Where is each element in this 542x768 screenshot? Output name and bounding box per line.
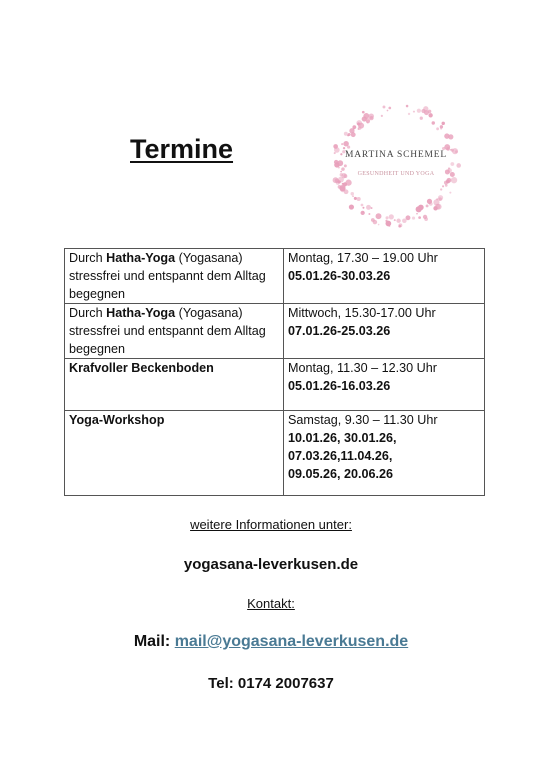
logo-dot — [398, 225, 401, 228]
logo-dot — [378, 224, 380, 226]
logo-dot — [345, 180, 351, 186]
logo-dot — [337, 160, 343, 166]
logo-dot — [450, 162, 454, 166]
logo-dot — [362, 207, 364, 209]
logo-dot — [456, 163, 461, 168]
contact-label: Kontakt: — [247, 596, 295, 611]
logo-dot — [342, 183, 344, 185]
logo-dot — [381, 115, 383, 117]
course-dates-line: 09.05.26, 20.06.26 — [288, 467, 394, 481]
course-name: Yoga-Workshop — [69, 413, 165, 427]
logo-dot — [344, 164, 347, 167]
logo-dot — [427, 199, 432, 204]
logo-dot — [417, 109, 421, 113]
course-cell — [65, 411, 284, 496]
logo-dot — [440, 188, 442, 190]
logo-dot — [351, 132, 356, 137]
logo-dot — [433, 206, 437, 210]
course-dates-line: 10.01.26, 30.01.26, — [288, 431, 397, 445]
course-cell — [65, 304, 284, 359]
logo-dot — [361, 204, 364, 207]
logo-dot — [444, 133, 449, 138]
course-time: Montag, 11.30 – 12.30 Uhr — [288, 361, 437, 375]
page-title: Termine — [130, 134, 234, 164]
schedule-table — [64, 248, 485, 496]
time-cell — [284, 249, 485, 304]
logo-dot — [406, 105, 409, 108]
logo-dot — [440, 125, 443, 128]
mail-line — [0, 633, 542, 651]
phone-text: Tel: 0174 2007637 — [208, 675, 334, 692]
logo-dot — [352, 195, 354, 197]
time-cell — [284, 304, 485, 359]
info-label: weitere Informationen unter: — [190, 517, 352, 532]
logo-dot — [402, 218, 407, 223]
logo-dot — [418, 216, 421, 219]
course-name: Hatha-Yoga — [106, 306, 176, 320]
logo-dot — [394, 219, 396, 221]
logo-dot — [436, 198, 438, 200]
logo-dot — [376, 213, 382, 219]
course-dates-line: 07.03.26,11.04.26, — [288, 449, 393, 463]
mail-link[interactable]: mail@yogasana-leverkusen.de — [174, 633, 409, 650]
course-dates: 05.01.26-30.03.26 — [288, 269, 391, 283]
course-text-pre: Durch — [69, 306, 107, 320]
course-time: Mittwoch, 15.30-17.00 Uhr — [288, 306, 436, 320]
logo-dot — [383, 106, 386, 109]
logo-dot — [432, 121, 435, 124]
logo-dot — [333, 144, 338, 149]
logo-dot — [413, 111, 415, 113]
table-row — [65, 304, 485, 359]
logo-dot — [369, 113, 374, 118]
course-time: Montag, 17.30 – 19.00 Uhr — [288, 251, 438, 265]
logo-dot — [389, 225, 391, 227]
dotted-circle-logo-icon — [330, 98, 462, 230]
logo-dot — [336, 181, 340, 185]
logo-name: MARTINA SCHEMEL — [345, 150, 447, 160]
logo-dot — [389, 214, 394, 219]
logo-dot — [358, 123, 364, 129]
logo-dot — [344, 132, 348, 136]
logo-dot — [420, 117, 423, 120]
logo-dot — [438, 195, 443, 200]
logo-dot — [408, 113, 410, 115]
logo-dot — [371, 218, 375, 222]
logo-dot — [367, 122, 369, 124]
course-time: Samstag, 9.30 – 11.30 Uhr — [288, 413, 438, 427]
logo-dot — [366, 205, 371, 210]
course-name: Hatha-Yoga — [106, 251, 176, 265]
logo-dot — [354, 197, 357, 200]
logo-dot — [423, 215, 427, 219]
logo-dot — [368, 213, 370, 215]
logo-subtitle: GESUNDHEIT UND YOGA — [357, 171, 435, 177]
logo-dot — [449, 192, 451, 194]
logo-dot — [412, 217, 415, 220]
logo-dot — [362, 111, 365, 114]
website-text: yogasana-leverkusen.de — [183, 556, 359, 573]
logo-dot — [341, 143, 343, 145]
time-cell — [284, 411, 485, 496]
logo-dot — [388, 107, 391, 110]
course-name: Krafvoller Beckenboden — [69, 361, 214, 375]
logo — [330, 98, 462, 230]
course-cell — [65, 359, 284, 411]
time-cell — [284, 359, 485, 411]
logo-dot — [357, 197, 361, 201]
logo-dot — [448, 167, 450, 169]
logo-dot — [444, 181, 448, 185]
table-row — [65, 359, 485, 411]
course-dates: 07.01.26-25.03.26 — [288, 324, 391, 338]
logo-dot — [426, 204, 429, 207]
logo-dot — [334, 160, 338, 164]
logo-dot — [396, 219, 400, 223]
logo-dot — [358, 128, 360, 130]
logo-dot — [451, 177, 457, 183]
logo-dot — [361, 211, 365, 215]
logo-dot — [349, 204, 354, 209]
logo-dot — [386, 216, 389, 219]
logo-dot — [428, 110, 432, 114]
logo-dot — [343, 147, 345, 149]
logo-dot — [387, 110, 389, 112]
logo-dot — [418, 205, 424, 211]
logo-dot — [428, 113, 432, 117]
mail-prefix: Mail: — [133, 633, 175, 650]
logo-dot — [385, 220, 387, 222]
logo-dot — [351, 192, 354, 195]
logo-dot — [343, 141, 348, 146]
course-text-post: (Yogasana) stressfrei und entspannt dem Alltag begegnen — [69, 306, 266, 356]
logo-dot — [442, 185, 444, 187]
logo-dot — [436, 127, 439, 130]
logo-dot — [416, 213, 418, 215]
course-text-post: (Yogasana) stressfrei und entspannt dem Alltag begegnen — [69, 251, 266, 301]
table-row — [65, 411, 485, 496]
logo-dot — [442, 122, 445, 125]
table-row — [65, 249, 485, 304]
logo-dot — [352, 125, 356, 129]
course-cell — [65, 249, 284, 304]
course-text-pre: Durch — [69, 251, 107, 265]
course-dates: 05.01.26-16.03.26 — [288, 379, 391, 393]
logo-dot — [340, 187, 345, 192]
